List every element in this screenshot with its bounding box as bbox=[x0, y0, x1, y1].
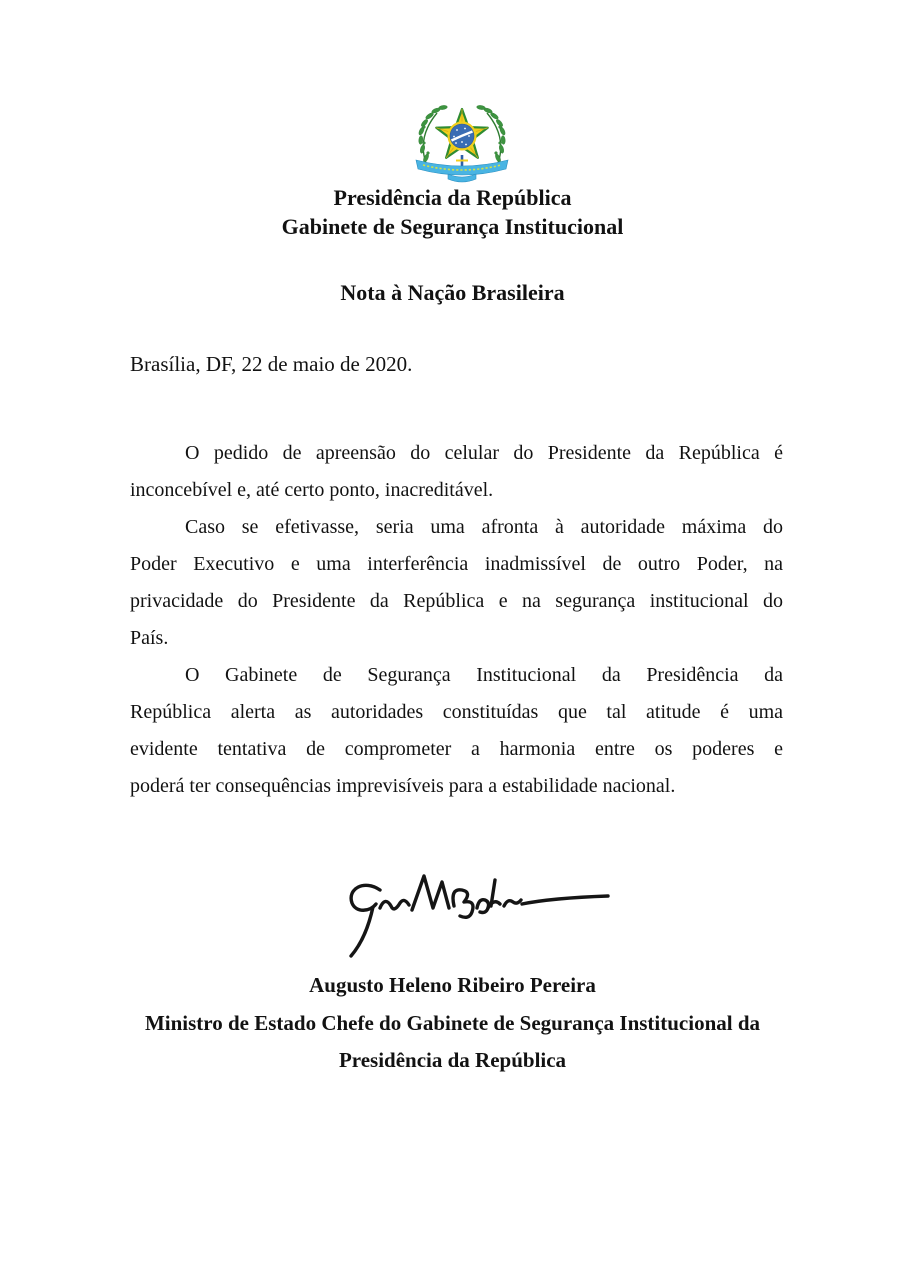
org-name-line2: Gabinete de Segurança Institucional bbox=[281, 214, 624, 239]
body-line: O Gabinete de Segurança Institucional da Presidência da bbox=[185, 664, 783, 686]
signature-scrawl-icon bbox=[322, 862, 612, 958]
brazil-coat-of-arms-icon bbox=[410, 99, 514, 183]
org-name-line1: Presidência da República bbox=[333, 185, 572, 210]
signer-name: Augusto Heleno Ribeiro Pereira bbox=[309, 973, 596, 997]
body-line: República alerta as autoridades constituídas que tal atitude é uma bbox=[130, 701, 783, 723]
org-header bbox=[0, 183, 905, 241]
signature-block bbox=[70, 967, 835, 1080]
signer-role-line1: Ministro de Estado Chefe do Gabinete de Segurança Institucional da bbox=[144, 1010, 761, 1035]
body-line: O pedido de apreensão do celular do Presidente da República é bbox=[185, 442, 783, 464]
body-line: privacidade do Presidente da República e na segurança institucional do bbox=[130, 590, 783, 612]
body-line: Caso se efetivasse, seria uma afronta à autoridade máxima do bbox=[185, 516, 783, 538]
dateline: Brasília, DF, 22 de maio de 2020. bbox=[130, 352, 413, 376]
body-line: País. bbox=[130, 627, 169, 649]
body-line: inconcebível e, até certo ponto, inacreditável. bbox=[130, 479, 494, 501]
body-line: Poder Executivo e uma interferência inadmissível de outro Poder, na bbox=[130, 553, 783, 575]
body-line: poderá ter consequências imprevisíveis para a estabilidade nacional. bbox=[130, 775, 676, 797]
page-title: Nota à Nação Brasileira bbox=[340, 280, 565, 305]
letter-body bbox=[130, 435, 783, 805]
signer-role-line2: Presidência da República bbox=[338, 1048, 567, 1072]
body-line: evidente tentativa de comprometer a harmonia entre os poderes e bbox=[130, 738, 783, 760]
